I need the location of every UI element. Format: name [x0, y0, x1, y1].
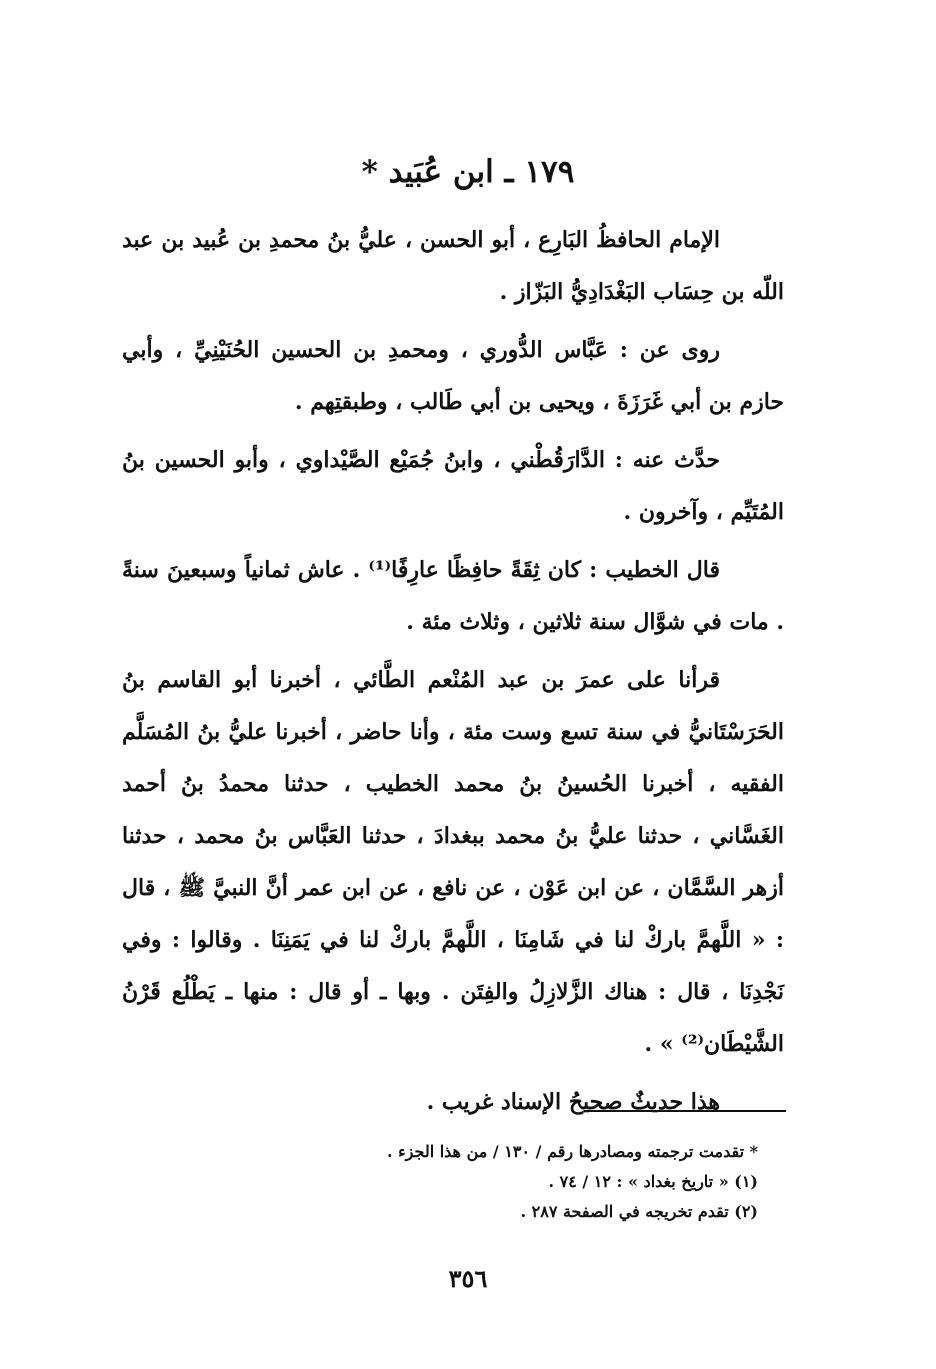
- footnote-divider: [584, 1110, 786, 1112]
- paragraph-narrated-from: روى عن : عَبَّاس الدُّوري ، ومحمدِ بن الحسين الحُنَيْنِيِّ ، وأبي حازم بن أبي غَرَزَةَ ، ويحيى بن أبي طَالب ، وطبقتِهم .: [122, 337, 784, 415]
- page-number: ٣٥٦: [448, 1264, 488, 1293]
- footnote-1: (١) « تاريخ بغداد » : ١٢ / ٧٤ .: [548, 1172, 758, 1191]
- paragraph-verdict: هذا حديثٌ صحيحُ الإسناد غريب .: [426, 1089, 720, 1115]
- entry-title: ١٧٩ ـ ابن عُبَيد *: [361, 154, 575, 190]
- footnotes: [160, 1137, 758, 1227]
- main-text: [122, 214, 784, 1128]
- paragraph-hadith: قرأنا على عمرَ بن عبد المُنْعم الطَّائي ، أخبرنا أبو القاسم بنُ الحَرَسْتَانيُّ في سنة تسع وست مئة ، وأنا حاضر ، أخبرنا عليُّ بنُ المُسَلَّم الفقيه ، أخبرنا الحُسينُ بنُ محمد الخطيب ، حدثنا محمدُ بنُ أحمد الغَسَّاني ، حدثنا عليُّ بنُ محمد ببغدادَ ، حدثنا العَبَّاس بنُ محمد ، حدثنا أزهر السَّمَّان ، عن ابن عَوْن ، عن نافع ، عن ابن عمر أنَّ النبيَّ ﷺ ، قال : « اللَّهمَّ باركْ لنا في شَامِنَا ، اللَّهمَّ باركْ لنا في يَمَنِنَا . وقالوا : وفي نَجْدِنَا ، قال : هناك الزَّلازِلُ والفِتَن . وبها ـ أو قال : منها ـ يَطْلُع قَرْنُ الشَّيْطَان⁽²⁾ » .: [122, 667, 785, 1057]
- footnote-2: (٢) تقدم تخريجه في الصفحة ٢٨٧ .: [520, 1202, 758, 1221]
- paragraph-khatib-quote: قال الخطيب : كان ثِقَةً حافِظًا عارِفًا⁽¹⁾ . عاش ثمانياً وسبعينَ سنةً . مات في شوَّال سنة ثلاثين ، وثلاث مئة .: [122, 557, 784, 635]
- paragraph-intro: الإمام الحافظُ البَارِع ، أبو الحسن ، عليُّ بنُ محمدِ بن عُبيد بن عبد اللّه بن حِسَاب البَغْدَادِيُّ البَزّاز .: [122, 227, 784, 305]
- paragraph-narrated-by: حدَّث عنه : الدَّارَقُطْني ، وابنُ جُمَيْع الصَّيْداوي ، وأبو الحسين بنُ المُتَيِّم ، وآخرون .: [122, 447, 784, 525]
- footnote-star: * تقدمت ترجمته ومصادرها رقم / ١٣٠ / من هذا الجزء .: [387, 1142, 758, 1161]
